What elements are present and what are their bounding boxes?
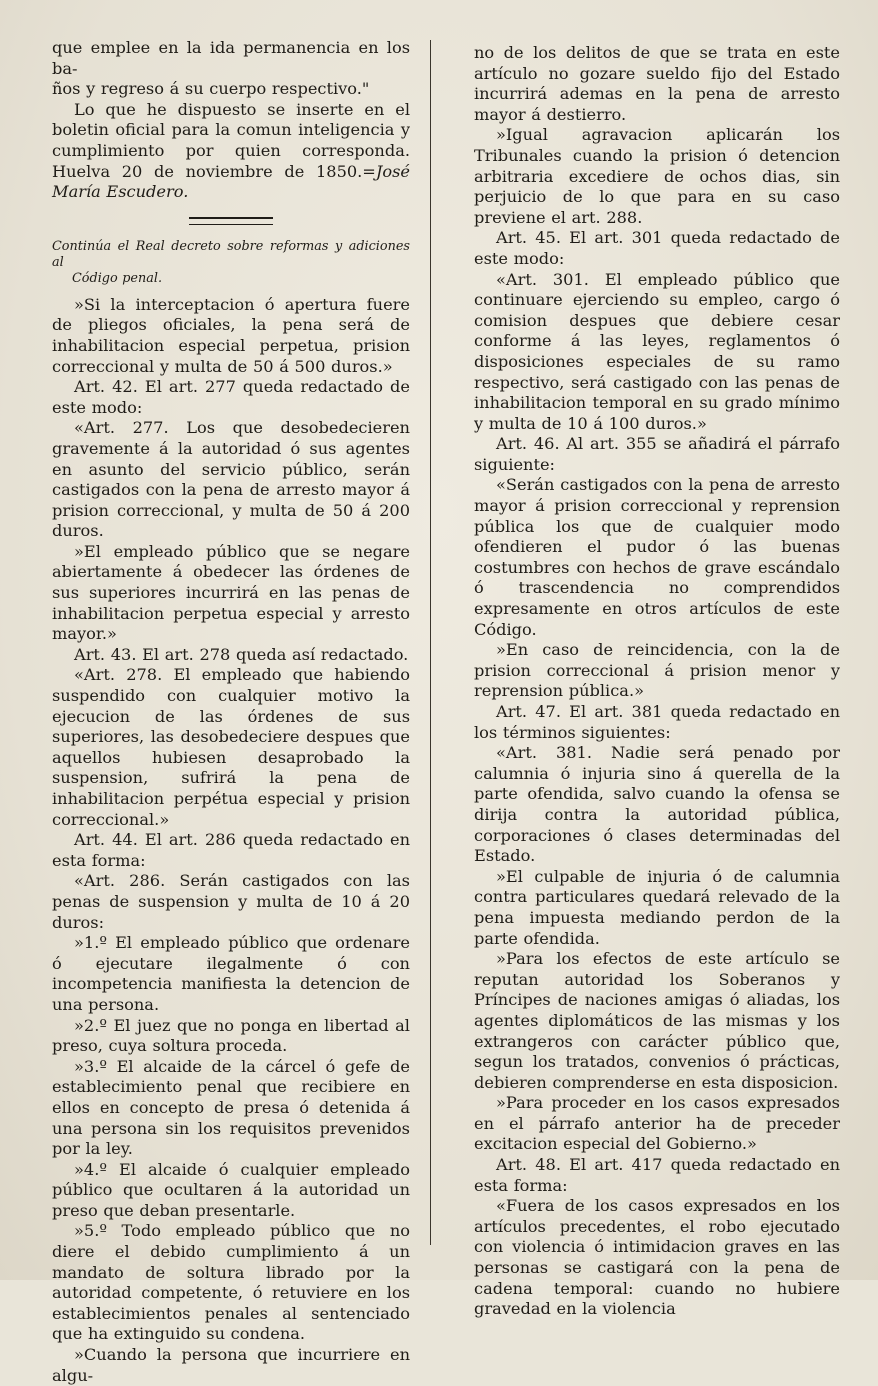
paragraph: »1.º El empleado público que ordenare ó ejecutare ilegalmente ó con incompetencia manifiesta la detencion de una persona. [52, 933, 410, 1014]
article-heading: Art. 47. El art. 381 queda redactado en los términos siguientes: [474, 702, 840, 742]
intro-line-2: ños y regreso á su cuerpo respectivo." [52, 79, 370, 99]
paragraph: »Para los efectos de este artículo se reputan autoridad los Soberanos y Príncipes de naciones amigas ó aliadas, los agentes diplomáticos de las mismas y los extrangeros con carácter público que, segun los tratados, convenios ó prácticas, debieren comprenderse en esta disposicion. [474, 949, 840, 1092]
intro-line-1: que emplee en la ida permanencia en los ba- [52, 38, 410, 78]
right-column [474, 43, 840, 1320]
article-heading: Art. 44. El art. 286 queda redactado en esta forma: [52, 830, 410, 870]
section-rule [189, 217, 273, 225]
section-title-line-1: Continúa el Real decreto sobre reformas y adiciones al [52, 238, 410, 270]
paragraph: »Para proceder en los casos expresados en el párrafo anterior ha de preceder excitacion especial del Gobierno.» [474, 1093, 840, 1154]
paragraph: »Igual agravacion aplicarán los Tribunales cuando la prision ó detencion arbitraria excediere de ochos dias, sin perjuicio de lo que para en su caso previene el art. 288. [474, 125, 840, 227]
paragraph: »El culpable de injuria ó de calumnia contra particulares quedará relevado de la pena impuesta mediando perdon de la parte ofendida. [474, 866, 840, 948]
paragraph: »Cuando la persona que incurriere en algu- [52, 1345, 410, 1385]
paragraph: «Art. 278. El empleado que habiendo suspendido con cualquier motivo la ejecucion de las órdenes de sus superiores, las desobedeciere despues que aquellos hubiesen desaprobado la suspension, sufrirá la pena de inhabilitacion perpétua especial y prision correccional.» [52, 665, 410, 829]
article-heading: Art. 42. El art. 277 queda redactado de este modo: [52, 377, 410, 417]
paragraph: no de los delitos de que se trata en este artículo no gozare sueldo fijo del Estado incurrirá ademas en la pena de arresto mayor á destierro. [474, 43, 840, 124]
paragraph: «Art. 277. Los que desobedecieren gravemente á la autoridad ó sus agentes en asunto del servicio público, serán castigados con la pena de arresto mayor á prision correccional, y multa de 50 á 200 duros. [52, 418, 410, 541]
paragraph: «Art. 381. Nadie será penado por calumnia ó injuria sino á querella de la parte ofendida, salvo cuando la ofensa se dirija contra la autoridad pública, corporaciones ó clases determinadas del Estado. [474, 743, 840, 866]
paragraph: »En caso de reincidencia, con la de prision correccional á prision menor y reprension pública.» [474, 640, 840, 701]
article-heading: Art. 45. El art. 301 queda redactado de este modo: [474, 228, 840, 268]
column-divider [430, 40, 431, 1245]
paragraph: »3.º El alcaide de la cárcel ó gefe de establecimiento penal que recibiere en ellos en concepto de presa ó detenida á una persona sin los requisitos prevenidos por la ley. [52, 1056, 410, 1159]
left-column [52, 38, 410, 1386]
dispuesto-paragraph [52, 100, 410, 203]
paragraph: »5.º Todo empleado público que no diere el debido cumplimiento á un mandato de soltura librado por la autoridad competente, ó retuviere en los establecimientos penales al sentenciado que ha extinguido su condena. [52, 1221, 410, 1344]
paragraph: «Serán castigados con la pena de arresto mayor á prision correccional y reprension pública los que de cualquier modo ofendieren el pudor ó las buenas costumbres con hechos de grave escándalo ó trascendencia no comprendidos expresamente en otros artículos de este Código. [474, 475, 840, 639]
paragraph: »El empleado público que se negare abiertamente á obedecer las órdenes de sus superiores incurrirá en las penas de inhabilitacion perpetua especial y arresto mayor.» [52, 541, 410, 644]
paragraph: «Art. 286. Serán castigados con las penas de suspension y multa de 10 á 20 duros: [52, 871, 410, 932]
article-heading: Art. 48. El art. 417 queda redactado en esta forma: [474, 1155, 840, 1195]
paragraph: »Si la interceptacion ó apertura fuere de pliegos oficiales, la pena será de inhabilitacion especial perpetua, prision correccional y multa de 50 á 500 duros.» [52, 294, 410, 376]
article-heading: Art. 46. Al art. 355 se añadirá el párrafo siguiente: [474, 434, 840, 474]
paragraph: »2.º El juez que no ponga en libertad al preso, cuya soltura proceda. [52, 1015, 410, 1056]
paragraph: «Art. 301. El empleado público que continuare ejerciendo su empleo, cargo ó comision despues que debiere cesar conforme á las leyes, reglamentos ó disposiciones especiales de su ramo respectivo, será castigado con las penas de inhabilitacion temporal en su grado mínimo y multa de 10 á 100 duros.» [474, 269, 840, 433]
paragraph: «Fuera de los casos expresados en los artículos precedentes, el robo ejecutado con violencia ó intimidacion graves en las personas se castigará con la pena de cadena temporal: cuando no hubiere gravedad en la violencia [474, 1196, 840, 1319]
signature: José María Escudero. [52, 161, 410, 202]
dispuesto-text: Lo que he dispuesto se inserte en el boletin oficial para la comun inteligencia y cumplimiento por quien corresponda. Huelva 20 de noviembre de 1850.= [52, 99, 410, 181]
paragraph: »4.º El alcaide ó cualquier empleado público que ocultaren á la autoridad un preso que deban presentarle. [52, 1159, 410, 1220]
section-title [52, 239, 410, 287]
article-heading: Art. 43. El art. 278 queda así redactado. [74, 644, 409, 664]
section-title-line-2: Código penal. [72, 270, 163, 286]
